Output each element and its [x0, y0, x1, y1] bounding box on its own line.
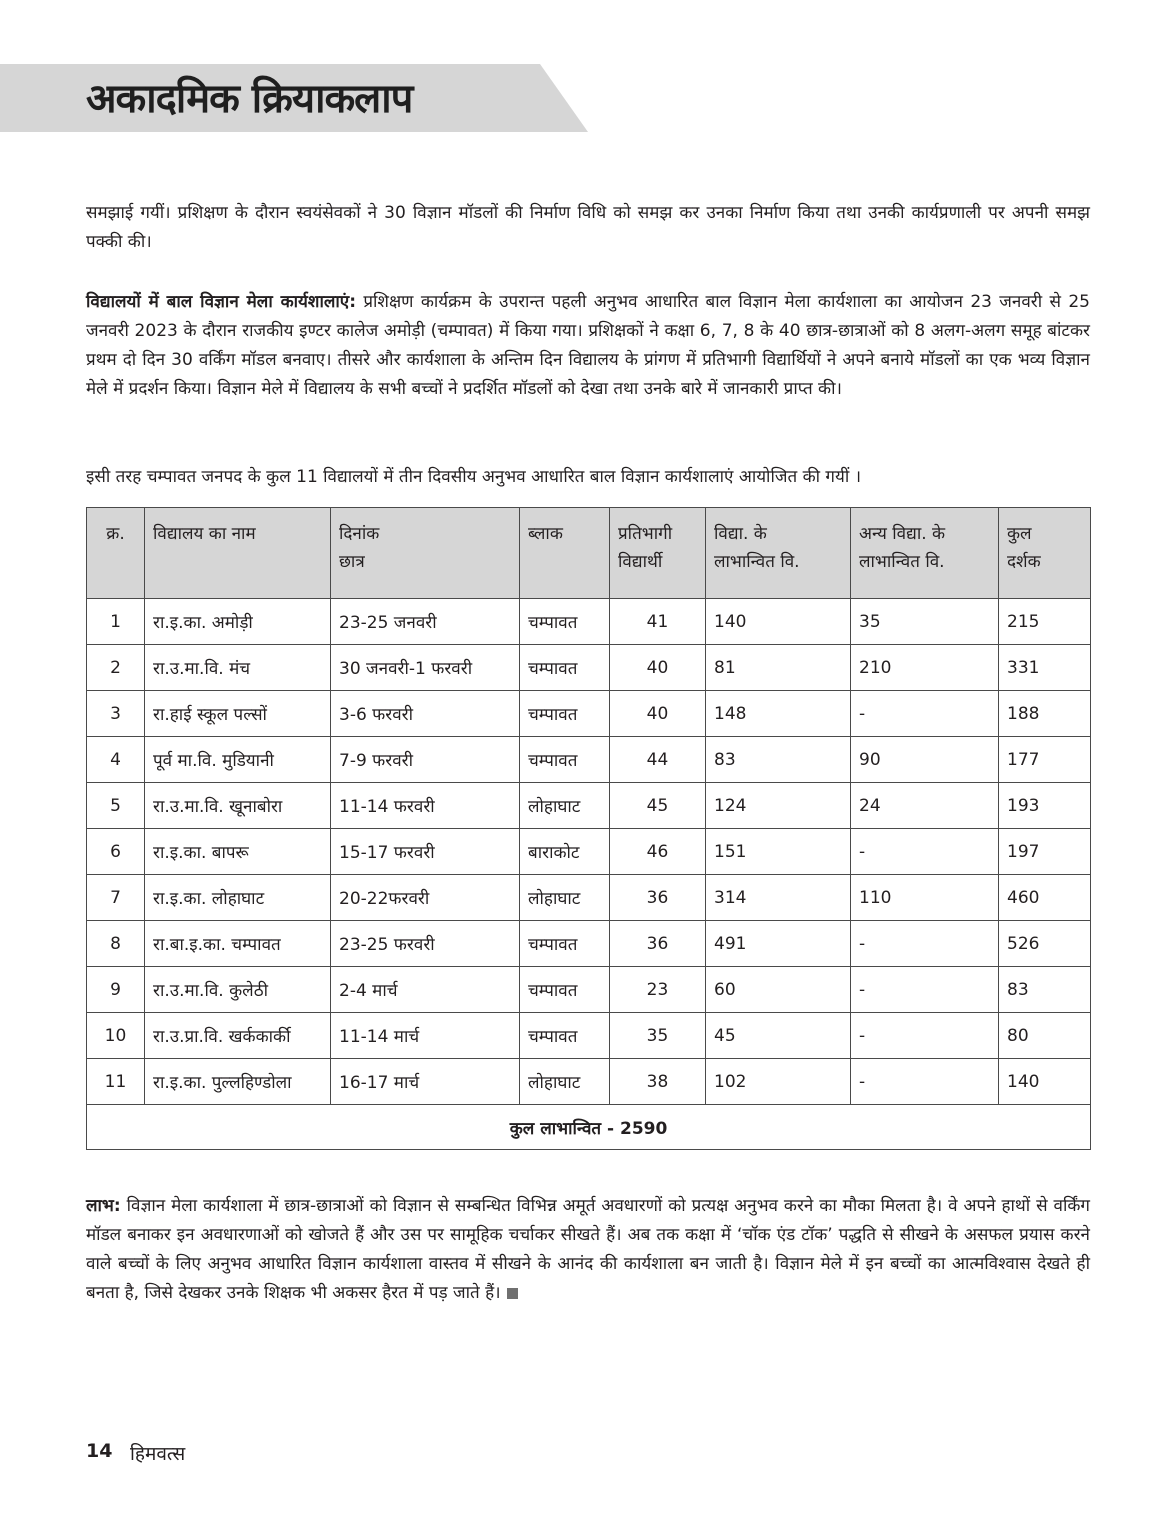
- cell-other-benefit: -: [851, 1059, 999, 1105]
- table-row: [87, 829, 1091, 875]
- total-beneficiaries: कुल लाभान्वित - 2590: [87, 1105, 1091, 1150]
- cell-participants: 35: [610, 1013, 706, 1059]
- paragraph-workshops: [86, 288, 1090, 404]
- cell-sr: 9: [87, 967, 145, 1013]
- paragraph-benefits-heading: लाभ:: [86, 1196, 121, 1216]
- cell-sr: 5: [87, 783, 145, 829]
- cell-sr: 7: [87, 875, 145, 921]
- cell-school: रा.बा.इ.का. चम्पावत: [145, 921, 331, 967]
- table-row: [87, 1013, 1091, 1059]
- paragraph-workshops-heading: विद्यालयों में बाल विज्ञान मेला कार्यशालाएं:: [86, 292, 356, 312]
- cell-other-benefit: 24: [851, 783, 999, 829]
- header-date: दिनांक छात्र: [331, 508, 520, 599]
- page-number: 14: [86, 1440, 113, 1462]
- cell-school: रा.इ.का. लोहाघाट: [145, 875, 331, 921]
- cell-block: चम्पावत: [520, 645, 610, 691]
- table-row: [87, 1059, 1091, 1105]
- cell-date: 16-17 मार्च: [331, 1059, 520, 1105]
- cell-school-benefit: 83: [706, 737, 851, 783]
- paragraph-benefits-body: विज्ञान मेला कार्यशाला में छात्र-छात्राओं को विज्ञान से सम्बन्धित विभिन्न अमूर्त अवधारणों को प्रत्यक्ष अनुभव करने का मौका मिलता है। वे अपने हाथों से वर्किंग मॉडल बनाकर इन अवधारणाओं को खोजते हैं और उस पर सामूहिक चर्चाकर सीखते हैं। अब तक कक्षा में ‘चॉक एंड टॉक’ पद्धति से सीखने के असफल प्रयास करने वाले बच्चों के लिए अनुभव आधारित विज्ञान कार्यशाला वास्तव में सीखने के आनंद की कार्यशाला बन जाती है। विज्ञान मेले में इन बच्चों का आत्मविश्वास देखते ही बनता है, जिसे देखकर उनके शिक्षक भी अकसर हैरत में पड़ जाते हैं।: [86, 1196, 1090, 1303]
- table-row: [87, 921, 1091, 967]
- table-row: [87, 645, 1091, 691]
- cell-participants: 40: [610, 691, 706, 737]
- table-row: [87, 967, 1091, 1013]
- table-header-row: [87, 508, 1091, 599]
- header-school: विद्यालय का नाम: [145, 508, 331, 599]
- cell-participants: 44: [610, 737, 706, 783]
- cell-sr: 10: [87, 1013, 145, 1059]
- cell-participants: 38: [610, 1059, 706, 1105]
- cell-school: रा.उ.मा.वि. कुलेठी: [145, 967, 331, 1013]
- cell-school: रा.उ.मा.वि. मंच: [145, 645, 331, 691]
- header-sr: क्र.: [87, 508, 145, 599]
- cell-date: 3-6 फरवरी: [331, 691, 520, 737]
- paragraph-workshops-body: प्रशिक्षण कार्यक्रम के उपरान्त पहली अनुभव आधारित बाल विज्ञान मेला कार्यशाला का आयोजन 23 जनवरी से 25 जनवरी 2023 के दौरान राजकीय इण्टर कालेज अमोड़ी (चम्पावत) में किया गया। प्रशिक्षकों ने कक्षा 6, 7, 8 के 40 छात्र-छात्राओं को 8 अलग-अलग समूह बांटकर प्रथम दो दिन 30 वर्किंग मॉडल बनवाए। तीसरे और कार्यशाला के अन्तिम दिन विद्यालय के प्रांगण में प्रतिभागी विद्यार्थियों ने अपने बनाये मॉडलों का एक भव्य विज्ञान मेले में प्रदर्शन किया। विज्ञान मेले में विद्यालय के सभी बच्चों ने प्रदर्शित मॉडलों को देखा तथा उनके बारे में जानकारी प्राप्त की।: [86, 292, 1090, 399]
- cell-other-benefit: -: [851, 921, 999, 967]
- cell-total: 197: [999, 829, 1091, 875]
- paragraph-benefits: [86, 1192, 1090, 1308]
- cell-other-benefit: -: [851, 967, 999, 1013]
- cell-other-benefit: 210: [851, 645, 999, 691]
- cell-school: रा.इ.का. बापरू: [145, 829, 331, 875]
- cell-sr: 4: [87, 737, 145, 783]
- cell-school-benefit: 148: [706, 691, 851, 737]
- cell-sr: 6: [87, 829, 145, 875]
- cell-total: 331: [999, 645, 1091, 691]
- cell-total: 80: [999, 1013, 1091, 1059]
- cell-date: 7-9 फरवरी: [331, 737, 520, 783]
- cell-block: बाराकोट: [520, 829, 610, 875]
- cell-block: लोहाघाट: [520, 1059, 610, 1105]
- cell-participants: 40: [610, 645, 706, 691]
- cell-sr: 1: [87, 599, 145, 645]
- cell-other-benefit: 35: [851, 599, 999, 645]
- table-row: [87, 599, 1091, 645]
- cell-block: चम्पावत: [520, 737, 610, 783]
- cell-school: रा.हाई स्कूल पल्सों: [145, 691, 331, 737]
- table-row: [87, 875, 1091, 921]
- cell-date: 23-25 जनवरी: [331, 599, 520, 645]
- cell-other-benefit: -: [851, 829, 999, 875]
- cell-block: चम्पावत: [520, 691, 610, 737]
- cell-sr: 8: [87, 921, 145, 967]
- cell-block: चम्पावत: [520, 599, 610, 645]
- cell-sr: 2: [87, 645, 145, 691]
- cell-block: चम्पावत: [520, 967, 610, 1013]
- paragraph-intro: समझाई गयीं। प्रशिक्षण के दौरान स्वयंसेवकों ने 30 विज्ञान मॉडलों की निर्माण विधि को समझ कर उनका निर्माण किया तथा उनकी कार्यप्रणाली पर अपनी समझ पक्की की।: [86, 203, 1090, 252]
- cell-school: रा.इ.का. पुल्लहिण्डोला: [145, 1059, 331, 1105]
- cell-participants: 45: [610, 783, 706, 829]
- cell-participants: 23: [610, 967, 706, 1013]
- cell-total: 215: [999, 599, 1091, 645]
- cell-total: 83: [999, 967, 1091, 1013]
- table-row: [87, 737, 1091, 783]
- cell-school-benefit: 102: [706, 1059, 851, 1105]
- workshop-table: [86, 507, 1091, 1150]
- cell-total: 526: [999, 921, 1091, 967]
- cell-other-benefit: -: [851, 1013, 999, 1059]
- cell-total: 193: [999, 783, 1091, 829]
- cell-date: 15-17 फरवरी: [331, 829, 520, 875]
- paragraph-summary: इसी तरह चम्पावत जनपद के कुल 11 विद्यालयों में तीन दिवसीय अनुभव आधारित बाल विज्ञान कार्यशालाएं आयोजित की गयीं ।: [86, 467, 862, 487]
- cell-date: 11-14 मार्च: [331, 1013, 520, 1059]
- cell-participants: 36: [610, 875, 706, 921]
- magazine-name: हिमवत्स: [130, 1443, 186, 1465]
- cell-block: चम्पावत: [520, 1013, 610, 1059]
- cell-school-benefit: 151: [706, 829, 851, 875]
- cell-school-benefit: 491: [706, 921, 851, 967]
- cell-sr: 3: [87, 691, 145, 737]
- cell-other-benefit: -: [851, 691, 999, 737]
- cell-school-benefit: 81: [706, 645, 851, 691]
- cell-other-benefit: 90: [851, 737, 999, 783]
- cell-date: 23-25 फरवरी: [331, 921, 520, 967]
- cell-block: चम्पावत: [520, 921, 610, 967]
- cell-total: 460: [999, 875, 1091, 921]
- header-other-benefit: अन्य विद्या. के लाभान्वित वि.: [851, 508, 999, 599]
- cell-date: 2-4 मार्च: [331, 967, 520, 1013]
- cell-school-benefit: 45: [706, 1013, 851, 1059]
- table-row: [87, 783, 1091, 829]
- cell-total: 188: [999, 691, 1091, 737]
- cell-participants: 41: [610, 599, 706, 645]
- page-title: अकादमिक क्रियाकलाप: [86, 76, 413, 122]
- table-total-row: [87, 1105, 1091, 1150]
- header-block: ब्लाक: [520, 508, 610, 599]
- cell-total: 177: [999, 737, 1091, 783]
- cell-school-benefit: 140: [706, 599, 851, 645]
- header-participants: प्रतिभागी विद्यार्थी: [610, 508, 706, 599]
- cell-school: रा.उ.मा.वि. खूनाबोरा: [145, 783, 331, 829]
- cell-school: पूर्व मा.वि. मुडियानी: [145, 737, 331, 783]
- table-row: [87, 691, 1091, 737]
- cell-date: 11-14 फरवरी: [331, 783, 520, 829]
- cell-school-benefit: 124: [706, 783, 851, 829]
- cell-participants: 36: [610, 921, 706, 967]
- cell-sr: 11: [87, 1059, 145, 1105]
- cell-participants: 46: [610, 829, 706, 875]
- cell-school-benefit: 314: [706, 875, 851, 921]
- cell-school: रा.इ.का. अमोड़ी: [145, 599, 331, 645]
- end-square-icon: [507, 1288, 518, 1299]
- cell-other-benefit: 110: [851, 875, 999, 921]
- cell-school-benefit: 60: [706, 967, 851, 1013]
- cell-total: 140: [999, 1059, 1091, 1105]
- cell-block: लोहाघाट: [520, 875, 610, 921]
- cell-date: 30 जनवरी-1 फरवरी: [331, 645, 520, 691]
- header-school-benefit: विद्या. के लाभान्वित वि.: [706, 508, 851, 599]
- cell-block: लोहाघाट: [520, 783, 610, 829]
- header-total: कुल दर्शक: [999, 508, 1091, 599]
- cell-school: रा.उ.प्रा.वि. खर्ककार्की: [145, 1013, 331, 1059]
- cell-date: 20-22फरवरी: [331, 875, 520, 921]
